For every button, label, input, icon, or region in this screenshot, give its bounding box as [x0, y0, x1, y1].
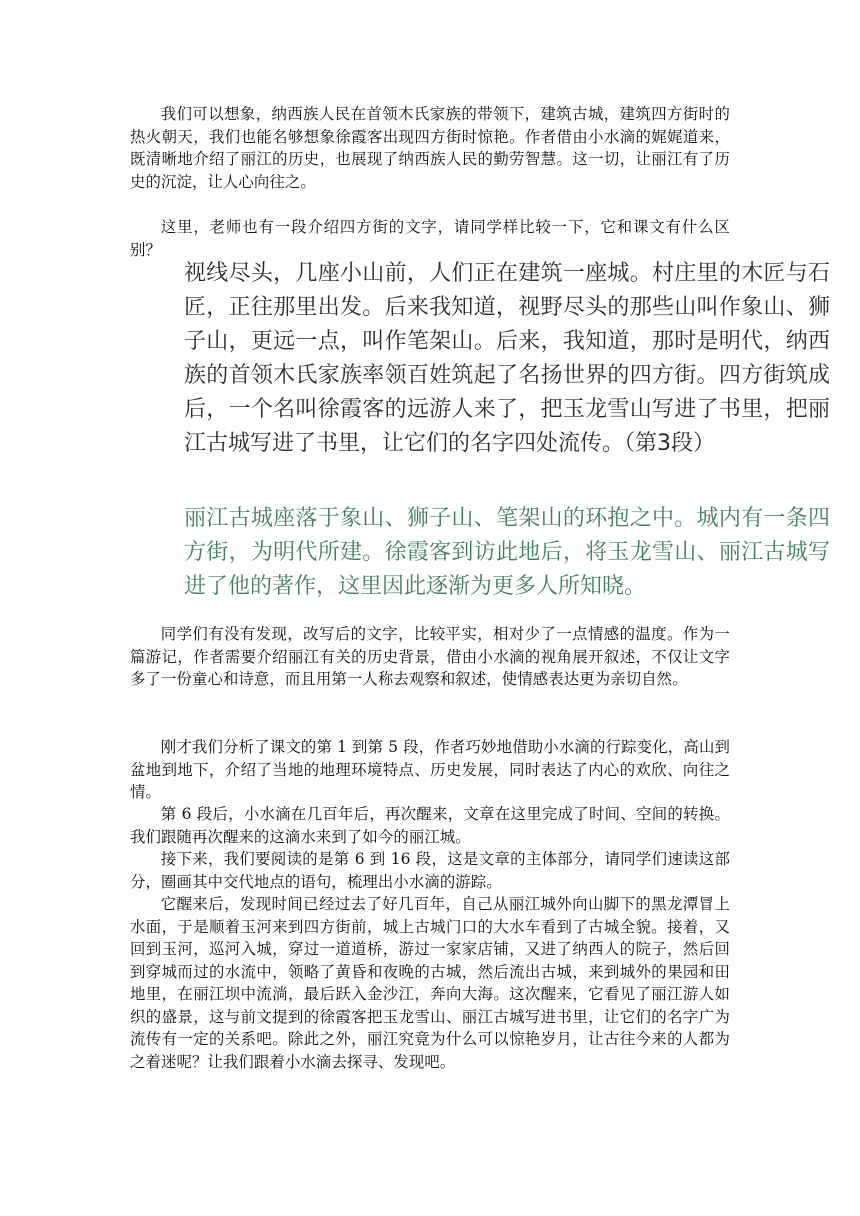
paragraph-task: 接下来，我们要阅读的是第 6 到 16 段，这是文章的主体部分，请同学们速读这部分，圈画其中交代地点的语句，梳理出小水滴的游踪。 [130, 850, 730, 891]
paragraph-analysis: 刚才我们分析了课文的第 1 到第 5 段，作者巧妙地借助小水滴的行踪变化，高山到盆地到地下，介绍了当地的地理环境特点、历史发展，同时表达了内心的欢欣、向往之情。 [130, 738, 730, 801]
paragraph-journey: 它醒来后，发现时间已经过去了好几百年，自己从丽江城外向山脚下的黑龙潭冒上水面，于是顺着玉河来到四方街前，城上古城门口的大水车看到了古城全貌。接着，又回到玉河，巡河入城，穿过一道道桥，游过一家家店铺，又进了纳西人的院子，然后回到穿城而过的水流中，领略了黄昏和夜晚的古城，然后流出古城，来到城外的果园和田地里，在丽江坝中流淌，最后跃入金沙江，奔向大海。这次醒来，它看见了丽江游人如织的盛景，这与前文提到的徐霞客把玉龙雪山、丽江古城写进书里，让它们的名字广为流传有一定的关系吧。除此之外，丽江究竟为什么可以惊艳岁月，让古往今来的人都为之着迷呢？让我们跟着小水滴去探寻、发现吧。 [130, 895, 730, 1071]
quote-original-text: 视线尽头，几座小山前，人们正在建筑一座城。村庄里的木匠与石匠，正往那里出发。后来我知道，视野尽头的那些山叫作象山、狮子山，更远一点，叫作笔架山。后来，我知道，那时是明代，纳西族的首领木氏家族率领百姓筑起了名扬世界的四方街。四方街筑成后，一个名叫徐霞客的远游人来了，把玉龙雪山写进了书里，把丽江古城写进了书里，让它们的名字四处流传。（第3段） [184, 261, 830, 456]
paragraph-observation: 同学们有没有发现，改写后的文字，比较平实，相对少了一点情感的温度。作为一篇游记，作者需要介绍丽江有关的历史背景，借由小水滴的视角展开叙述，不仅让文字多了一份童心和诗意，而且用第一人称去观察和叙述，使情感表达更为亲切自然。 [130, 625, 730, 688]
paragraph-transition: 第 6 段后，小水滴在几百年后，再次醒来，文章在这里完成了时间、空间的转换。我们跟随再次醒来的这滴水来到了如今的丽江城。 [130, 805, 730, 846]
quote-rewritten-text: 丽江古城座落于象山、狮子山、笔架山的环抱之中。城内有一条四方街，为明代所建。徐霞客到访此地后，将玉龙雪山、丽江古城写进了他的著作，这里因此逐渐为更多人所知晓。 [184, 506, 830, 599]
paragraph-comparison-prompt: 这里，老师也有一段介绍四方街的文字，请同学样比较一下，它和课文有什么区别？ [130, 218, 730, 259]
paragraph-imagination: 我们可以想象，纳西族人民在首领木氏家族的带领下，建筑古城，建筑四方街时的热火朝天，我们也能名够想象徐霞客出现四方街时惊艳。作者借由小水滴的娓娓道来，既清晰地介绍了丽江的历史，也展现了纳西族人民的勤劳智慧。这一切，让丽江有了历史的沉淀，让人心向往之。 [130, 105, 730, 191]
